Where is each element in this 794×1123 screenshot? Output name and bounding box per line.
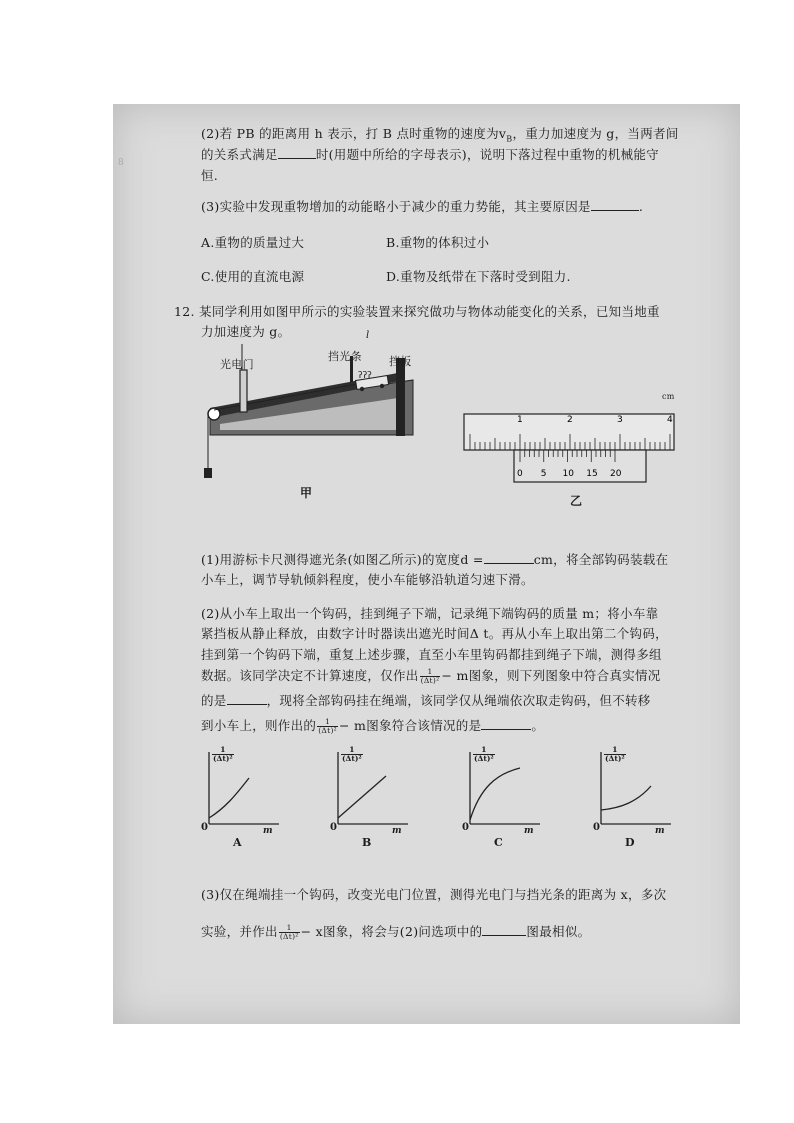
vernier-label: 10 xyxy=(562,469,574,479)
graph-y-label xyxy=(604,746,626,763)
period: . xyxy=(638,199,644,214)
graph-option-a xyxy=(201,745,285,849)
option-b: B.重物的体积过小 xyxy=(386,235,490,250)
q12-part3-line2 xyxy=(201,922,590,941)
q11-part2-line3: 恒. xyxy=(201,168,219,183)
q12-part1-line1 xyxy=(201,550,668,568)
q12-part1-text-b: cm，将全部钩码装载在 xyxy=(533,552,669,567)
main-scale-label: 3 xyxy=(617,415,623,425)
q12-part2-line6 xyxy=(201,716,544,735)
answer-blank-true-graph[interactable] xyxy=(227,694,267,705)
q12-part2-line4 xyxy=(201,666,661,685)
label-l: l xyxy=(366,330,370,341)
fraction-numerator: 1 xyxy=(279,924,300,933)
fraction-denominator: (Δt)² xyxy=(420,676,440,685)
graph-y-label-numerator: 1 xyxy=(473,746,495,755)
graph-curve xyxy=(209,778,249,818)
unit-cm: cm xyxy=(662,392,675,401)
graph-option-label[interactable]: A xyxy=(233,836,242,849)
q12-stem-line1: 12. 某同学利用如图甲所示的实验装置来探究做功与物体动能变化的关系，已知当地重 xyxy=(174,304,660,319)
q12-part2-text-e2: ，现将全部钩码挂在绳端，该同学仅从绳端依次取走钩码，但不转移 xyxy=(266,693,651,708)
graph-option-label[interactable]: B xyxy=(362,836,372,849)
graph-x-label: m xyxy=(524,826,534,836)
q12-part2-text-f1: 到小车上，则作出的 xyxy=(201,718,317,733)
answer-blank-similar-graph[interactable] xyxy=(482,925,526,936)
graph-x-label: m xyxy=(263,826,273,836)
graph-x-label: m xyxy=(392,826,402,836)
main-scale-label: 2 xyxy=(567,415,573,425)
q12-part2-line3: 挂到第一个钩码下端，重复上述步骤，直至小车里钩码都挂到绳子下端，测得多组 xyxy=(201,647,662,662)
q11-part3-line xyxy=(201,197,643,215)
caption-yi: 乙 xyxy=(570,494,583,508)
vernier-label: 5 xyxy=(540,469,547,479)
graph-y-label-denominator: (Δt)² xyxy=(474,754,494,763)
graph-curve xyxy=(601,786,651,810)
option-a: A.重物的质量过大 xyxy=(201,235,305,250)
fraction-denominator: (Δt)² xyxy=(318,726,337,735)
graph-origin: 0 xyxy=(462,822,469,833)
svg-text:ʔʔʔ: ʔʔʔ xyxy=(358,371,372,381)
graph-y-label-numerator: 1 xyxy=(341,746,363,755)
q12-part2-text-e1: 的是 xyxy=(201,693,227,708)
q11-part2-text-d: 时(用题中所给的字母表示)，说明下落过程中重物的机械能守 xyxy=(315,147,659,162)
graph-origin: 0 xyxy=(593,822,600,833)
q12-part2-text-d1: 数据。该同学决定不计算速度，仅作出 xyxy=(201,668,419,683)
label-shading-strip: 挡光条 xyxy=(328,350,362,363)
main-scale-label: 1 xyxy=(517,415,523,425)
fraction-numerator: 1 xyxy=(317,718,338,727)
fraction xyxy=(279,924,300,941)
graph-y-label xyxy=(473,746,495,763)
vb-subscript: B xyxy=(506,134,513,144)
q12-part3-text-b3: 图最相似。 xyxy=(526,924,591,939)
graph-y-label-numerator: 1 xyxy=(604,746,626,755)
graph-option-label[interactable]: C xyxy=(494,836,503,849)
graph-option-c xyxy=(462,745,546,849)
full-stop: 。 xyxy=(531,718,545,733)
fraction-numerator: 1 xyxy=(420,668,441,677)
q12-part1-line2: 小车上，调节导轨倾斜程度，使小车能够沿轨道匀速下滑。 xyxy=(201,572,534,587)
q12-part3-text-b2: − x图象，将会与(2)问选项中的 xyxy=(300,924,483,939)
graph-curve xyxy=(470,768,520,820)
q12-part2-text-d2: − m图象，则下列图象中符合真实情况 xyxy=(441,668,661,683)
vernier-caliper xyxy=(462,394,684,494)
graph-x-label: m xyxy=(655,826,665,836)
q12-stem-line2: 力加速度为 g。 xyxy=(201,324,291,339)
graph-y-label xyxy=(341,746,363,763)
q12-part1-text-a: (1)用游标卡尺测得遮光条(如图乙所示)的宽度d = xyxy=(201,552,484,567)
q12-part2-line5 xyxy=(201,691,651,709)
fraction xyxy=(420,668,441,685)
q11-part2-text-a: (2)若 PB 的距离用 h 表示，打 B 点时重物的速度为v xyxy=(201,126,507,141)
graph-option-label[interactable]: D xyxy=(625,836,635,849)
caption-jia: 甲 xyxy=(300,486,313,500)
q12-part2-text-f2: − m图象符合该情况的是 xyxy=(339,718,482,733)
q12-part3-text-b1: 实验，并作出 xyxy=(201,924,278,939)
graph-origin: 0 xyxy=(330,822,337,833)
graph-y-label xyxy=(212,746,234,763)
fraction-denominator: (Δt)² xyxy=(279,932,299,941)
graph-option-b xyxy=(330,745,414,849)
graph-y-label-denominator: (Δt)² xyxy=(605,754,625,763)
vernier-label: 15 xyxy=(586,469,598,479)
option-d: D.重物及纸带在下落时受到阻力. xyxy=(386,269,571,284)
graph-option-d xyxy=(593,745,677,849)
answer-blank-relation[interactable] xyxy=(278,148,316,159)
fraction xyxy=(317,718,338,735)
graph-y-label-denominator: (Δt)² xyxy=(342,754,362,763)
graph-origin: 0 xyxy=(201,822,208,833)
q11-part3-text: (3)实验中发现重物增加的动能略小于减少的重力势能，其主要原因是 xyxy=(201,199,591,214)
graph-curve xyxy=(338,776,386,818)
answer-blank-reason[interactable] xyxy=(591,200,639,211)
q11-part2-line1 xyxy=(201,124,679,144)
graph-y-label-numerator: 1 xyxy=(212,746,234,755)
main-scale-label: 4 xyxy=(667,415,673,425)
q12-part2-line2: 紧挡板从静止释放，由数字计时器读出遮光时间Δ t。再从小车上取出第二个钩码， xyxy=(201,626,668,641)
q11-part2-text-c: 的关系式满足 xyxy=(201,147,278,162)
q12-part2-line1: (2)从小车上取出一个钩码，挂到绳子下端，记录绳下端钩码的质量 m；将小车靠 xyxy=(201,606,659,621)
bleed-text: 8 xyxy=(118,158,124,168)
answer-blank-width[interactable] xyxy=(484,553,534,564)
graph-y-label-denominator: (Δt)² xyxy=(213,754,233,763)
vernier-label: 0 xyxy=(517,469,523,479)
answer-blank-graph-2[interactable] xyxy=(481,719,531,730)
figure-yi xyxy=(462,394,684,510)
label-stop-plate: 挡板 xyxy=(389,355,412,368)
vernier-label: 20 xyxy=(610,469,622,479)
label-photogate: 光电门 xyxy=(220,358,254,371)
q11-part2-text-b: ，重力加速度为 g，当两者间 xyxy=(512,126,679,141)
option-c: C.使用的直流电源 xyxy=(201,269,305,284)
q11-part2-line2 xyxy=(201,145,659,163)
q12-part3-line1: (3)仅在绳端挂一个钩码，改变光电门位置，测得光电门与挡光条的距离为 x，多次 xyxy=(201,887,667,902)
